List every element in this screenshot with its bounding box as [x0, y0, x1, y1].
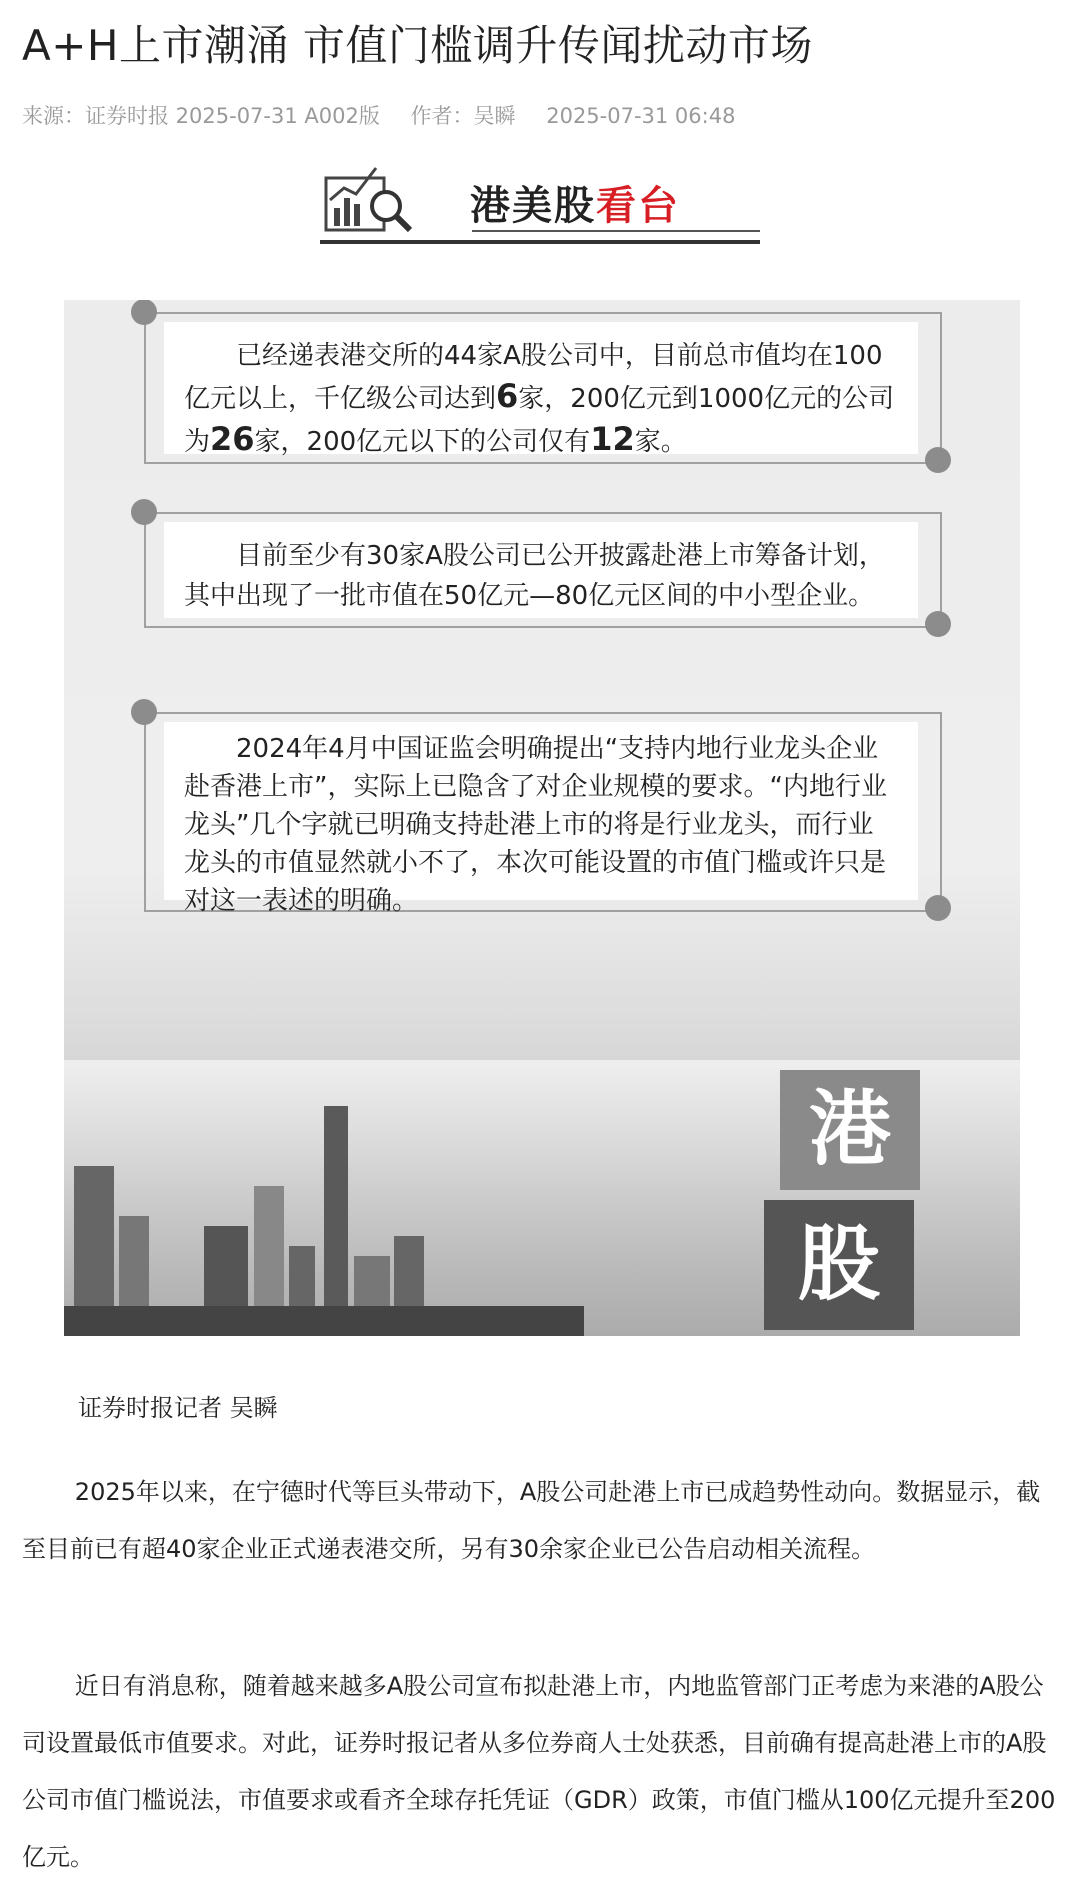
banner-label-black: 港美股 — [470, 183, 596, 229]
banner-divider-thin — [472, 230, 760, 232]
card2-dot-bottom — [925, 611, 951, 637]
reporter-byline: 证券时报记者 吴瞬 — [78, 1394, 278, 1422]
article-timestamp: 2025-07-31 06:48 — [546, 104, 736, 128]
banner-label-red: 看台 — [596, 183, 680, 229]
article-meta — [22, 100, 759, 130]
building — [64, 1306, 584, 1336]
body-paragraph-1: 2025年以来，在宁德时代等巨头带动下，A股公司赴港上市已成趋势性动向。数据显示，截至目前已有超40家企业正式递表港交所，另有30余家企业已公告启动相关流程。 — [22, 1478, 1041, 1563]
column-banner — [320, 158, 760, 250]
banner-label — [470, 174, 680, 231]
card3-dot-top — [131, 699, 157, 725]
article-title: A+H上市潮涌 市值门槛调升传闻扰动市场 — [22, 21, 813, 70]
cube-gu: 股 — [764, 1200, 914, 1330]
cube-gang: 港 — [780, 1070, 920, 1190]
card1-dot-bottom — [925, 447, 951, 473]
article-author: 作者：吴瞬 — [410, 104, 516, 128]
article-source: 来源：证券时报 2025-07-31 A002版 — [22, 104, 380, 128]
card1-text: 已经递表港交所的44家A股公司中，目前总市值均在100亿元以上，千亿级公司达到6家，200亿元到1000亿元的公司为26家，200亿元以下的公司仅有12家。 — [184, 341, 895, 458]
building — [324, 1106, 348, 1336]
card1 — [164, 322, 918, 458]
body-paragraph-2: 近日有消息称，随着越来越多A股公司宣布拟赴港上市，内地监管部门正考虑为来港的A股公司设置最低市值要求。对此，证券时报记者从多位券商人士处获悉，目前确有提高赴港上市的A股公司市值门槛说法，市值要求或看齐全球存托凭证（GDR）政策，市值门槛从100亿元提升至200亿元。 — [22, 1672, 1056, 1871]
banner-divider — [320, 240, 760, 244]
card2-text: 目前至少有30家A股公司已公开披露赴港上市筹备计划，其中出现了一批市值在50亿元—80亿元区间的中小型企业。 — [184, 541, 885, 611]
card3 — [164, 722, 918, 916]
card3-dot-bottom — [925, 895, 951, 921]
infographic-image — [64, 300, 1020, 1336]
card2-dot-top — [131, 499, 157, 525]
chart-magnifier-icon — [320, 158, 460, 238]
card2 — [164, 522, 918, 618]
card3-text: 2024年4月中国证监会明确提出“支持内地行业龙头企业赴香港上市”，实际上已隐含了对企业规模的要求。“内地行业龙头”几个字就已明确支持赴港上市的将是行业龙头，而行业龙头的市值显然就小不了，本次可能设置的市值门槛或许只是对这一表述的明确。 — [184, 734, 887, 916]
card1-dot-top — [131, 300, 157, 325]
